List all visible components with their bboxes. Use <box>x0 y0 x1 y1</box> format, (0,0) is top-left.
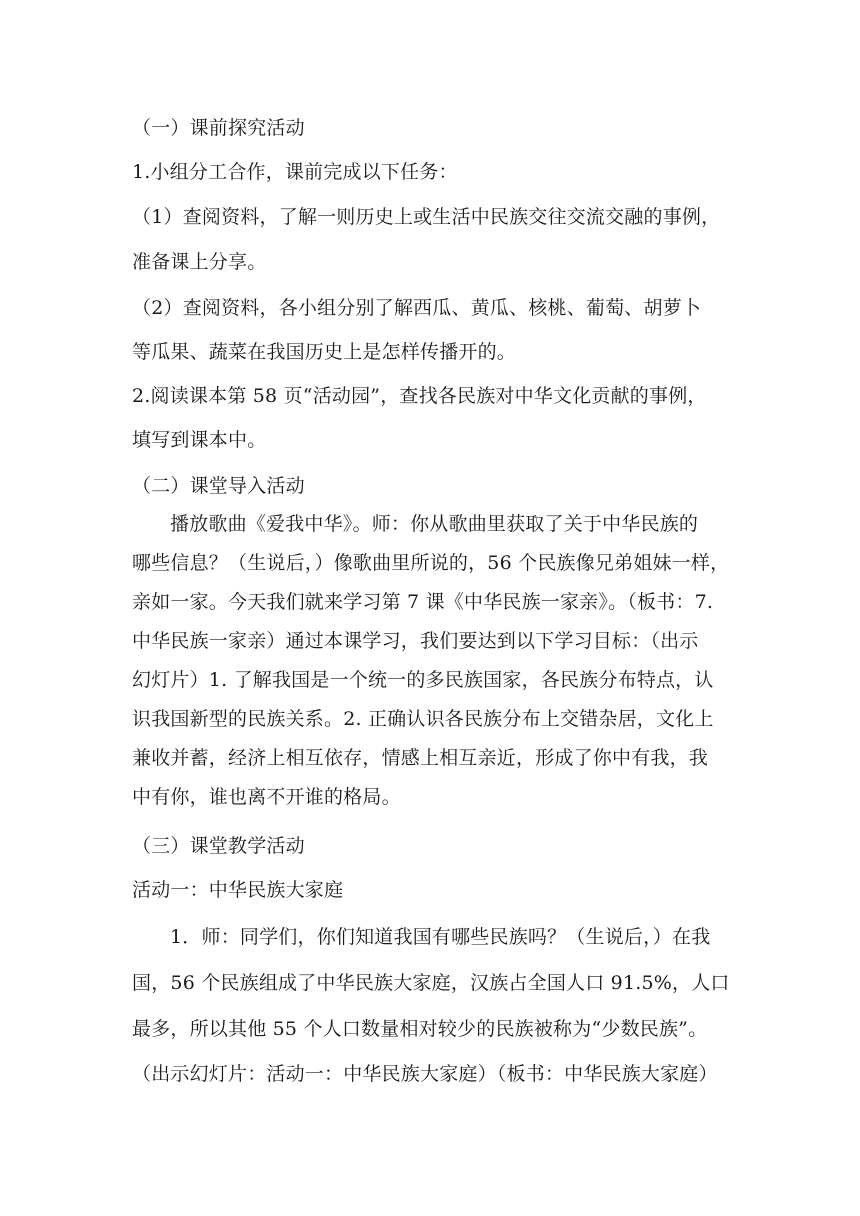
task-item-1: 1.小组分工合作，课前完成以下任务： <box>132 161 458 183</box>
intro-paragraph-line-2: 哪些信息？（生说后，）像歌曲里所说的，56 个民族像兄弟姐妹一样， <box>132 552 730 574</box>
activity-heading: 活动一：中华民族大家庭 <box>132 879 344 901</box>
subtask-2-line-1: （2）查阅资料，各小组分别了解西瓜、黄瓜、核桃、葡萄、胡萝卜 <box>132 297 702 319</box>
intro-paragraph-line-8: 中有你，谁也离不开谁的格局。 <box>132 786 401 808</box>
intro-paragraph-line-5: 幻灯片）1. 了解我国是一个统一的多民族国家，各民族分布特点，认 <box>132 669 714 691</box>
subtask-1-line-1: （1）查阅资料，了解一则历史上或生活中民族交往交流交融的事例， <box>132 206 721 228</box>
activity-paragraph-line-4: （出示幻灯片：活动一：中华民族大家庭）（板书：中华民族大家庭） <box>132 1063 718 1085</box>
intro-paragraph-line-6: 识我国新型的民族关系。2. 正确认识各民族分布上交错杂居，文化上 <box>132 708 714 730</box>
section-heading-1: （一）课前探究活动 <box>132 117 305 139</box>
activity-paragraph-line-3: 最多，所以其他 55 个人口数量相对较少的民族被称为“少数民族”。 <box>132 1018 708 1040</box>
section-heading-3: （三）课堂教学活动 <box>132 835 305 857</box>
activity-paragraph-line-1: 1．师：同学们，你们知道我国有哪些民族吗？（生说后，）在我 <box>170 926 711 948</box>
intro-paragraph-line-3: 亲如一家。今天我们就来学习第 7 课《中华民族一家亲》。（板书：7. <box>132 591 714 613</box>
task-item-2-line-1: 2.阅读课本第 58 页“活动园”，查找各民族对中华文化贡献的事例， <box>132 385 707 407</box>
intro-paragraph-line-1: 播放歌曲《爱我中华》。师：你从歌曲里获取了关于中华民族的 <box>170 513 699 535</box>
task-item-2-line-2: 填写到课本中。 <box>132 429 267 451</box>
intro-paragraph-line-4: 中华民族一家亲）通过本课学习，我们要达到以下学习目标：（出示 <box>132 630 699 652</box>
section-heading-2: （二）课堂导入活动 <box>132 475 305 497</box>
activity-paragraph-line-2: 国，56 个民族组成了中华民族大家庭，汉族占全国人口 91.5%，人口 <box>132 972 730 994</box>
intro-paragraph-line-7: 兼收并蓄，经济上相互依存，情感上相互亲近，形成了你中有我，我 <box>132 747 709 769</box>
subtask-1-line-2: 准备课上分享。 <box>132 251 267 273</box>
subtask-2-line-2: 等瓜果、蔬菜在我国历史上是怎样传播开的。 <box>132 341 517 363</box>
